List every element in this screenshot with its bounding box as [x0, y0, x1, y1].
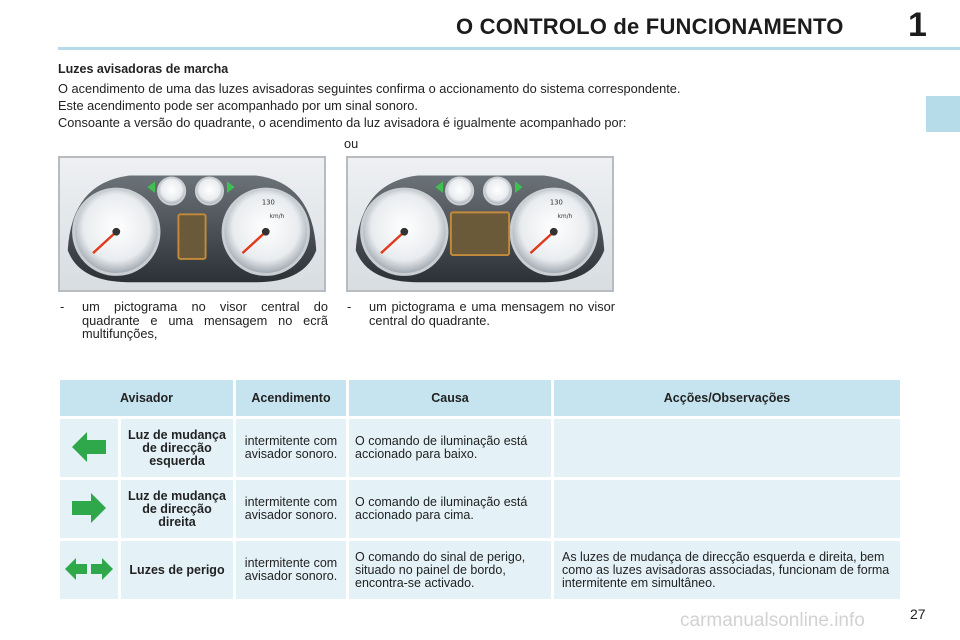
table-row: [60, 419, 900, 477]
acendimento-cell: intermitente com avisador sonoro.: [236, 419, 346, 477]
warning-lights-table: [57, 377, 903, 602]
warning-name: Luz de mudança de direcção direita: [121, 480, 233, 538]
page-number: 27: [910, 606, 926, 622]
cause-cell: O comando do sinal de perigo, situado no painel de bordo, encontra-se activado.: [349, 541, 551, 599]
warning-name: Luzes de perigo: [121, 541, 233, 599]
caption-text: um pictograma e uma mensagem no visor central do quadrante.: [369, 299, 615, 328]
observations-cell: As luzes de mudança de direcção esquerda e direita, bem como as luzes avisadoras associadas, funcionam de forma intermitente em simultâneo.: [554, 541, 900, 599]
chapter-side-tab[interactable]: [926, 96, 960, 132]
dial-label: 130: [549, 198, 563, 207]
warning-icon-cell: [60, 480, 118, 538]
column-header-causa: Causa: [349, 380, 551, 416]
observations-cell: [554, 480, 900, 538]
warning-icon-cell: [60, 541, 118, 599]
header-divider: [58, 47, 960, 50]
caption-text: um pictograma no visor central do quadrante e uma mensagem no ecrã multifunções,: [82, 299, 328, 341]
warning-icon-cell: [60, 419, 118, 477]
intro-line: Consoante a versão do quadrante, o acendimento da luz avisadora é igualmente acompanhado por:: [58, 115, 627, 130]
table-row: [60, 541, 900, 599]
instrument-cluster-image-left: [58, 156, 326, 292]
hazard-arrows-icon: [64, 557, 114, 581]
chapter-number: 1: [908, 6, 927, 44]
bullet-dash: -: [60, 299, 65, 314]
acendimento-cell: intermitente com avisador sonoro.: [236, 480, 346, 538]
acendimento-cell: intermitente com avisador sonoro.: [236, 541, 346, 599]
watermark: carmanualsonline.info: [680, 610, 865, 631]
warning-name: Luz de mudança de direcção esquerda: [121, 419, 233, 477]
turn-left-arrow-icon: [70, 430, 108, 464]
column-header-avisador: Avisador: [60, 380, 233, 416]
or-label: ou: [344, 136, 359, 151]
intro-line: Este acendimento pode ser acompanhado por um sinal sonoro.: [58, 98, 418, 113]
cause-cell: O comando de iluminação está accionado para baixo.: [349, 419, 551, 477]
section-heading: Luzes avisadoras de marcha: [58, 62, 229, 76]
intro-paragraph: [58, 80, 680, 131]
cluster-caption-left: [60, 300, 328, 341]
cluster-caption-right: [347, 300, 615, 327]
turn-right-arrow-icon: [70, 491, 108, 525]
dial-label: km/h: [557, 214, 573, 221]
dial-label: km/h: [269, 214, 285, 221]
instrument-cluster-image-right: [346, 156, 614, 292]
column-header-observacoes: Acções/Observações: [554, 380, 900, 416]
bullet-dash: -: [347, 299, 352, 314]
column-header-acendimento: Acendimento: [236, 380, 346, 416]
instrument-cluster-left-svg: [60, 158, 324, 290]
page-title: O CONTROLO de FUNCIONAMENTO: [456, 14, 844, 39]
instrument-cluster-right-svg: [348, 158, 612, 290]
intro-line: O acendimento de uma das luzes avisadoras seguintes confirma o accionamento do sistema correspondente.: [58, 81, 681, 96]
cause-cell: O comando de iluminação está accionado para cima.: [349, 480, 551, 538]
table-row: [60, 480, 900, 538]
observations-cell: [554, 419, 900, 477]
table-header-row: [60, 380, 900, 416]
dial-label: 130: [261, 198, 275, 207]
